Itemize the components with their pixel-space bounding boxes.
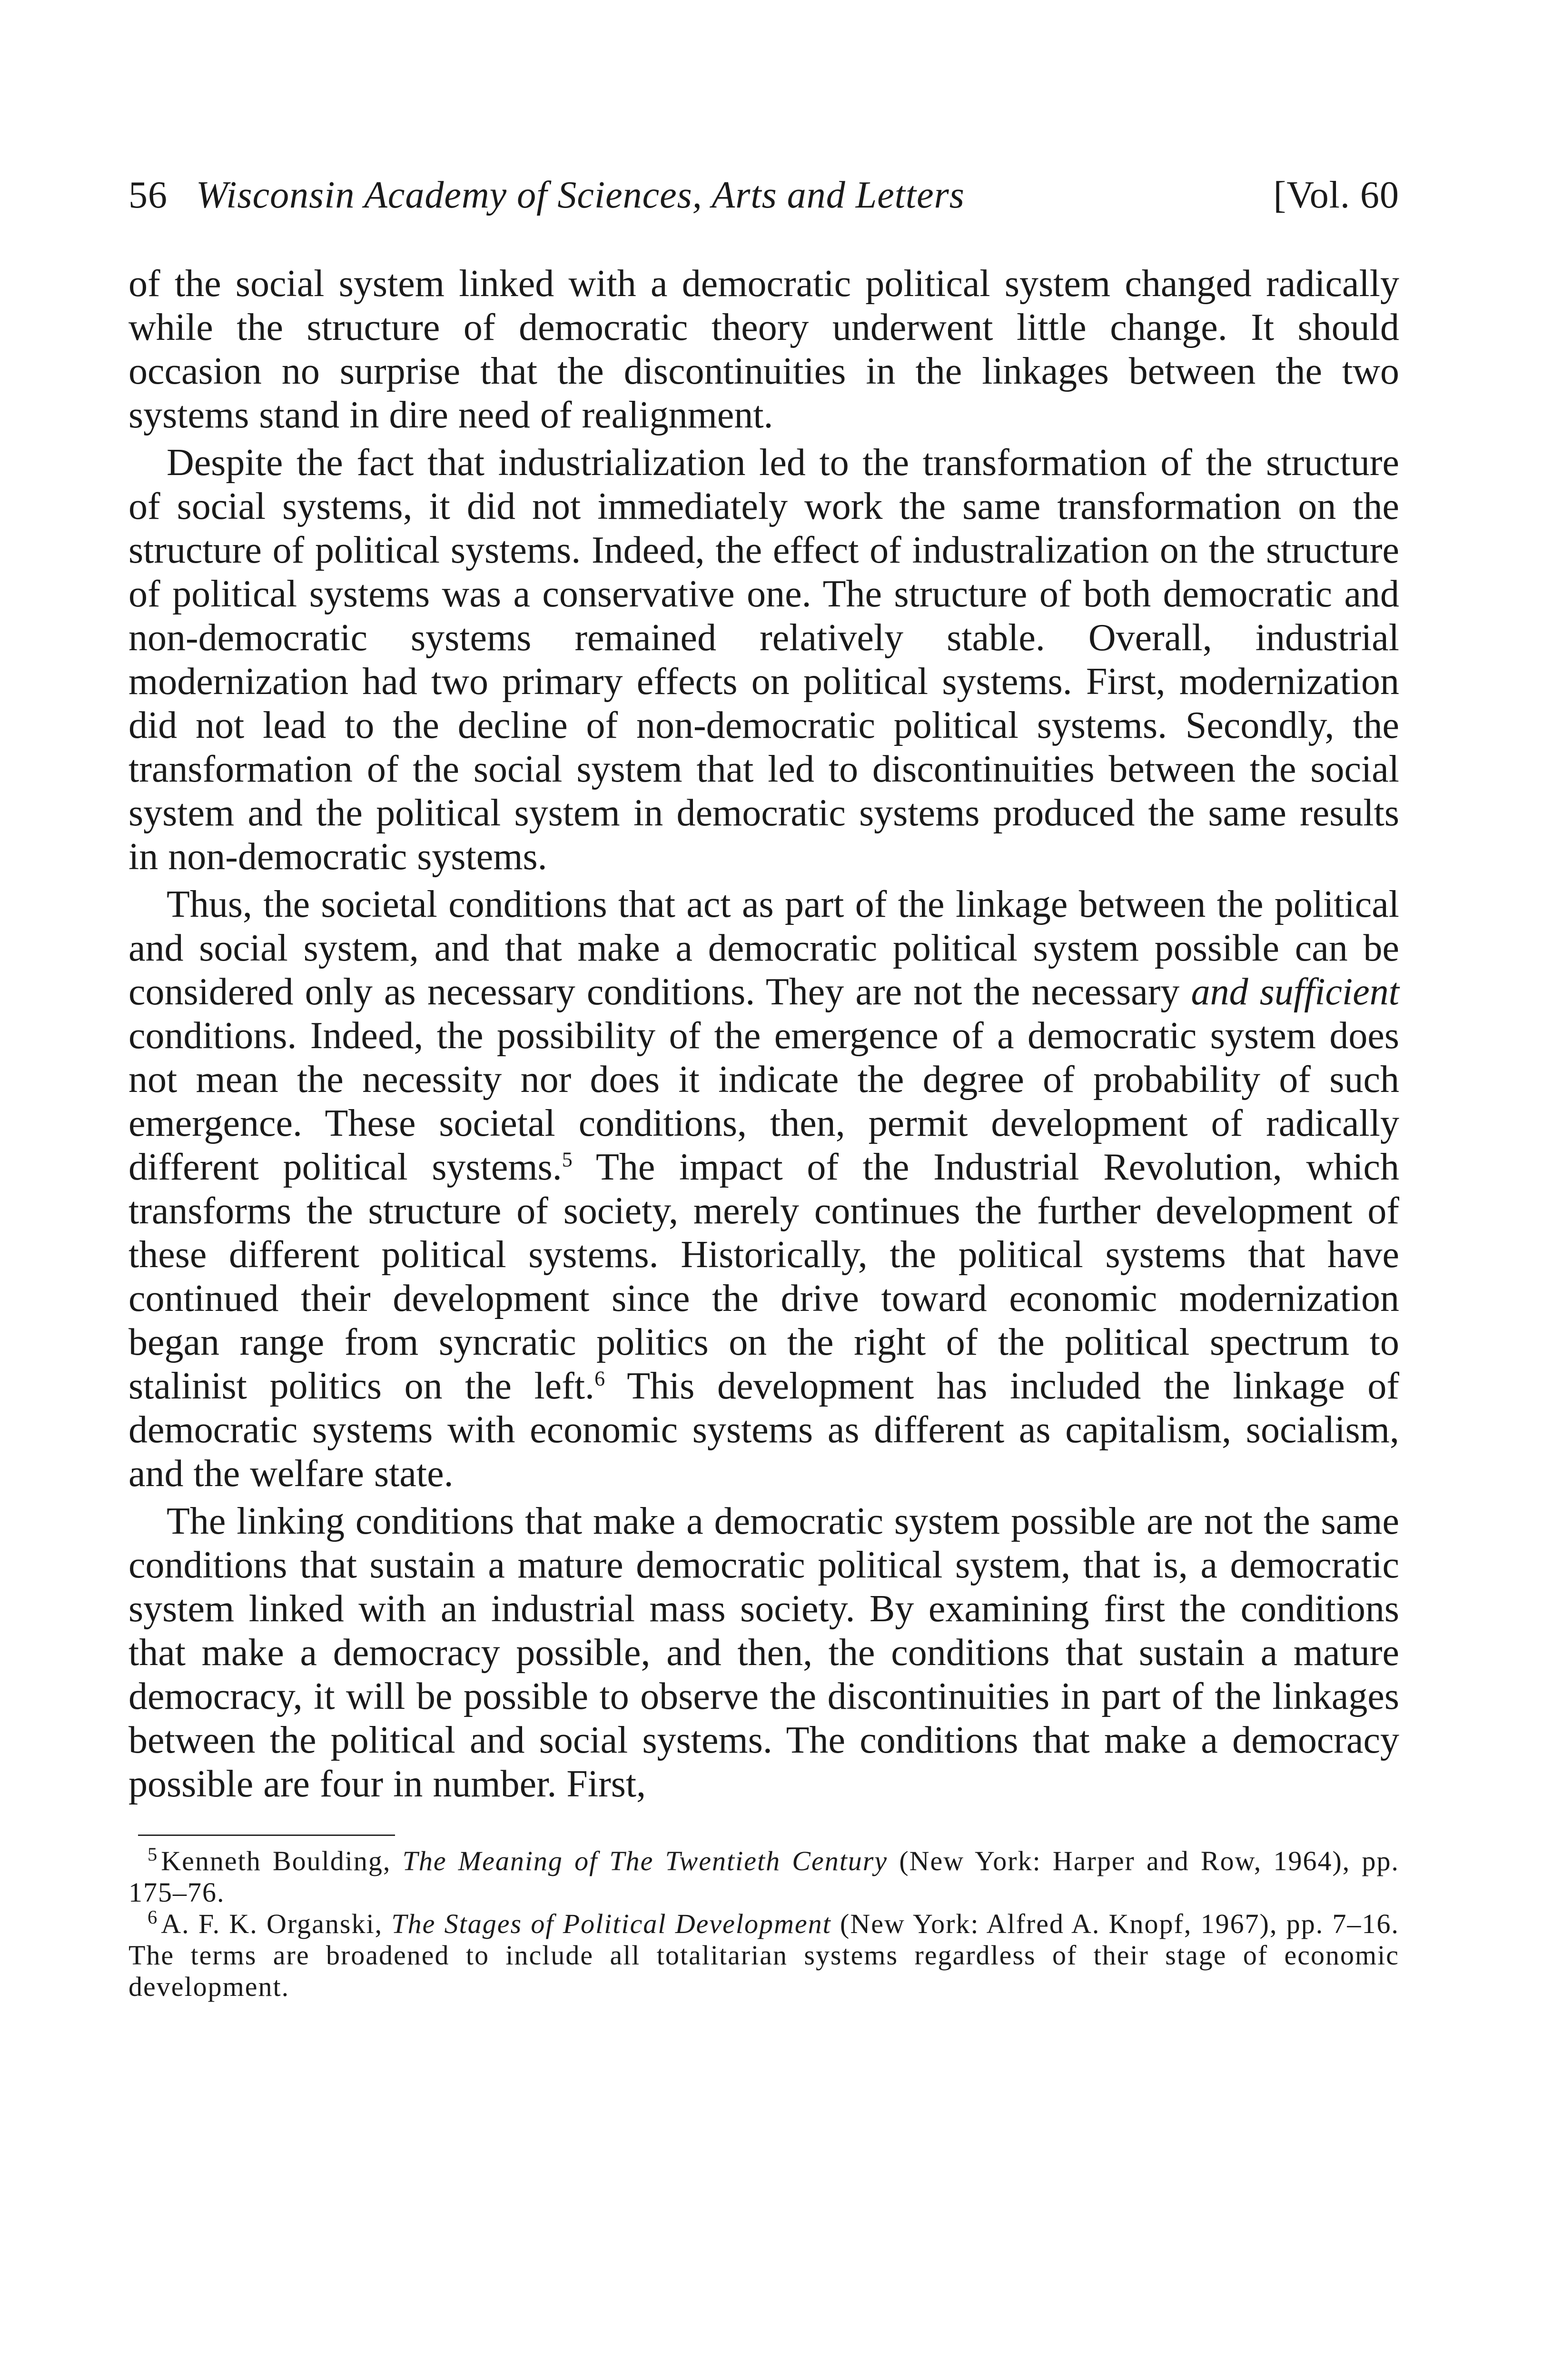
footnote-ref-6[interactable]: 6 [594,1367,605,1390]
article-body [128,262,1399,1806]
paragraph-4: The linking conditions that make a democratic system possible are not the same conditions that sustain a mature democratic political system, that is, a democratic system linked with an industrial mass society. By examining first the conditions that make a democracy possible, and then, the conditions that sustain a mature democracy, it will be possible to observe the discontinuities in part of the linkages between the political and social systems. The conditions that make a democracy possible are four in number. First, [128,1500,1399,1805]
paragraph-1: of the social system linked with a democratic political system changed radically while the structure of democratic theory underwent little change. It should occasion no surprise that the discontinuities in the linkages between the two systems stand in dire need of realignment. [128,263,1399,436]
journal-title: Wisconsin Academy of Sciences, Arts and Letters [196,174,965,216]
emphasis-and-sufficient: and sufficient [1191,971,1400,1013]
page-number: 56 [128,174,168,216]
footnote-5-citation: (New York: Harper and Row, 1964), pp. 175–76. [128,1845,1399,1908]
footnote-5-title: The Meaning of The Twentieth Century [402,1845,888,1876]
footnote-mark-5: 5 [148,1843,158,1865]
footnote-6-author: A. F. K. Organski, [161,1908,383,1939]
paragraph-3-part-c: The impact of the Industrial Revolution, which transforms the structure of society, merely continues the further development of these different political systems. Historically, the political systems that have continued their development since the drive toward economic modernization began range from syncratic politics on the right of the political spectrum to stalinist politics on the left. [128,1146,1400,1407]
footnote-6-citation: (New York: Alfred A. Knopf, 1967), pp. 7–16. The terms are broadened to include all totalitarian systems regardless of their stage of economic development. [128,1908,1400,2002]
paragraph-3-part-d: This development has included the linkage of democratic systems with economic systems as different as capitalism, socialism, and the welfare state. [128,1365,1399,1495]
footnote-ref-5[interactable]: 5 [562,1148,573,1171]
journal-page [128,171,1399,2003]
volume-label: [Vol. 60 [1273,174,1399,216]
footnote-5 [128,1845,1399,1908]
footnotes [128,1845,1399,2003]
footnote-divider [138,1835,395,1836]
footnote-6-title: The Stages of Political Development [391,1908,831,1939]
footnote-mark-6: 6 [148,1906,158,1928]
running-header [128,171,1399,219]
footnote-5-author: Kenneth Boulding, [161,1845,391,1876]
paragraph-3 [128,883,1399,1496]
paragraph-3-part-b: conditions. Indeed, the possibility of the emergence of a democratic system does not mean the necessity nor does it indicate the degree of probability of such emergence. These societal conditions, then, permit development of radically different political systems. [128,1015,1399,1188]
paragraph-3-part-a: Thus, the societal conditions that act as part of the linkage between the political and social system, and that make a democratic political system possible can be considered only as necessary conditions. They are not the necessary [128,883,1399,1013]
paragraph-2: Despite the fact that industrialization led to the transformation of the structure of social systems, it did not immediately work the same transformation on the structure of political systems. Indeed, the effect of industralization on the structure of political systems was a conservative one. The structure of both democratic and non-democratic systems remained relatively stable. Overall, industrial modernization had two primary effects on political systems. First, modernization did not lead to the decline of non-democratic political systems. Secondly, the transformation of the social system that led to discontinuities between the social system and the political system in democratic systems produced the same results in non-democratic systems. [128,442,1399,878]
footnote-6 [128,1908,1399,2003]
